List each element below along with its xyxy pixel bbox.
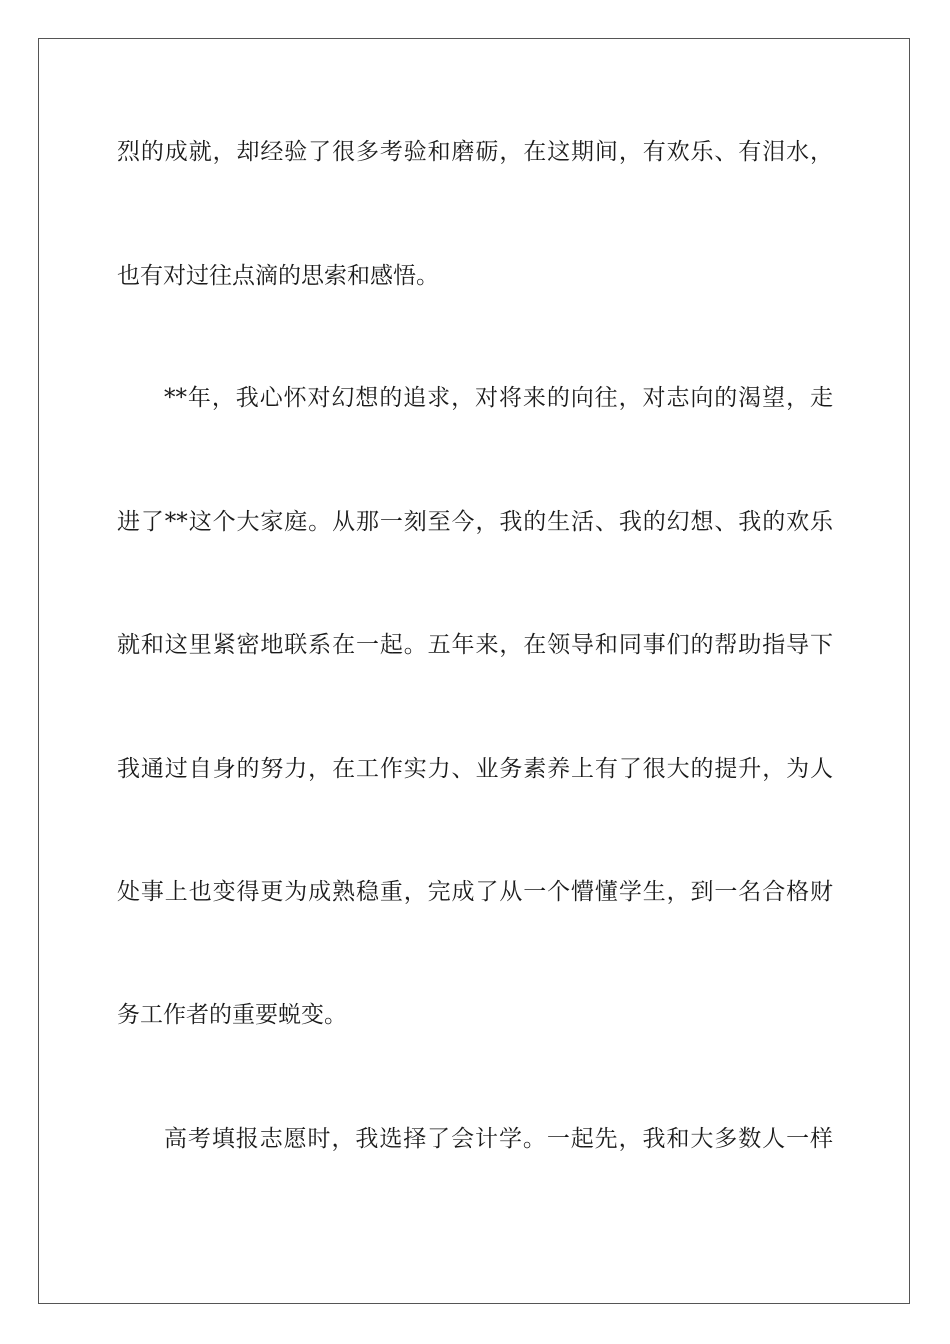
paragraph-line: 处事上也变得更为成熟稳重，完成了从一个懵懂学生，到一名合格财 [117, 879, 833, 905]
paragraph-line: 我通过自身的努力，在工作实力、业务素养上有了很大的提升，为人 [117, 756, 833, 782]
paragraph-line: 也有对过往点滴的思索和感悟。 [117, 263, 439, 289]
paragraph-line: 烈的成就，却经验了很多考验和磨砺，在这期间，有欢乐、有泪水， [117, 139, 833, 165]
paragraph-line: 务工作者的重要蜕变。 [117, 1002, 347, 1028]
paragraph-line: 就和这里紧密地联系在一起。五年来，在领导和同事们的帮助指导下 [117, 632, 833, 658]
paragraph-line: 进了**这个大家庭。从那一刻至今，我的生活、我的幻想、我的欢乐 [117, 509, 833, 535]
page-border [38, 38, 910, 1304]
paragraph-line: **年，我心怀对幻想的追求，对将来的向往，对志向的渴望，走 [164, 385, 833, 411]
paragraph-line: 高考填报志愿时，我选择了会计学。一起先，我和大多数人一样 [164, 1126, 833, 1152]
